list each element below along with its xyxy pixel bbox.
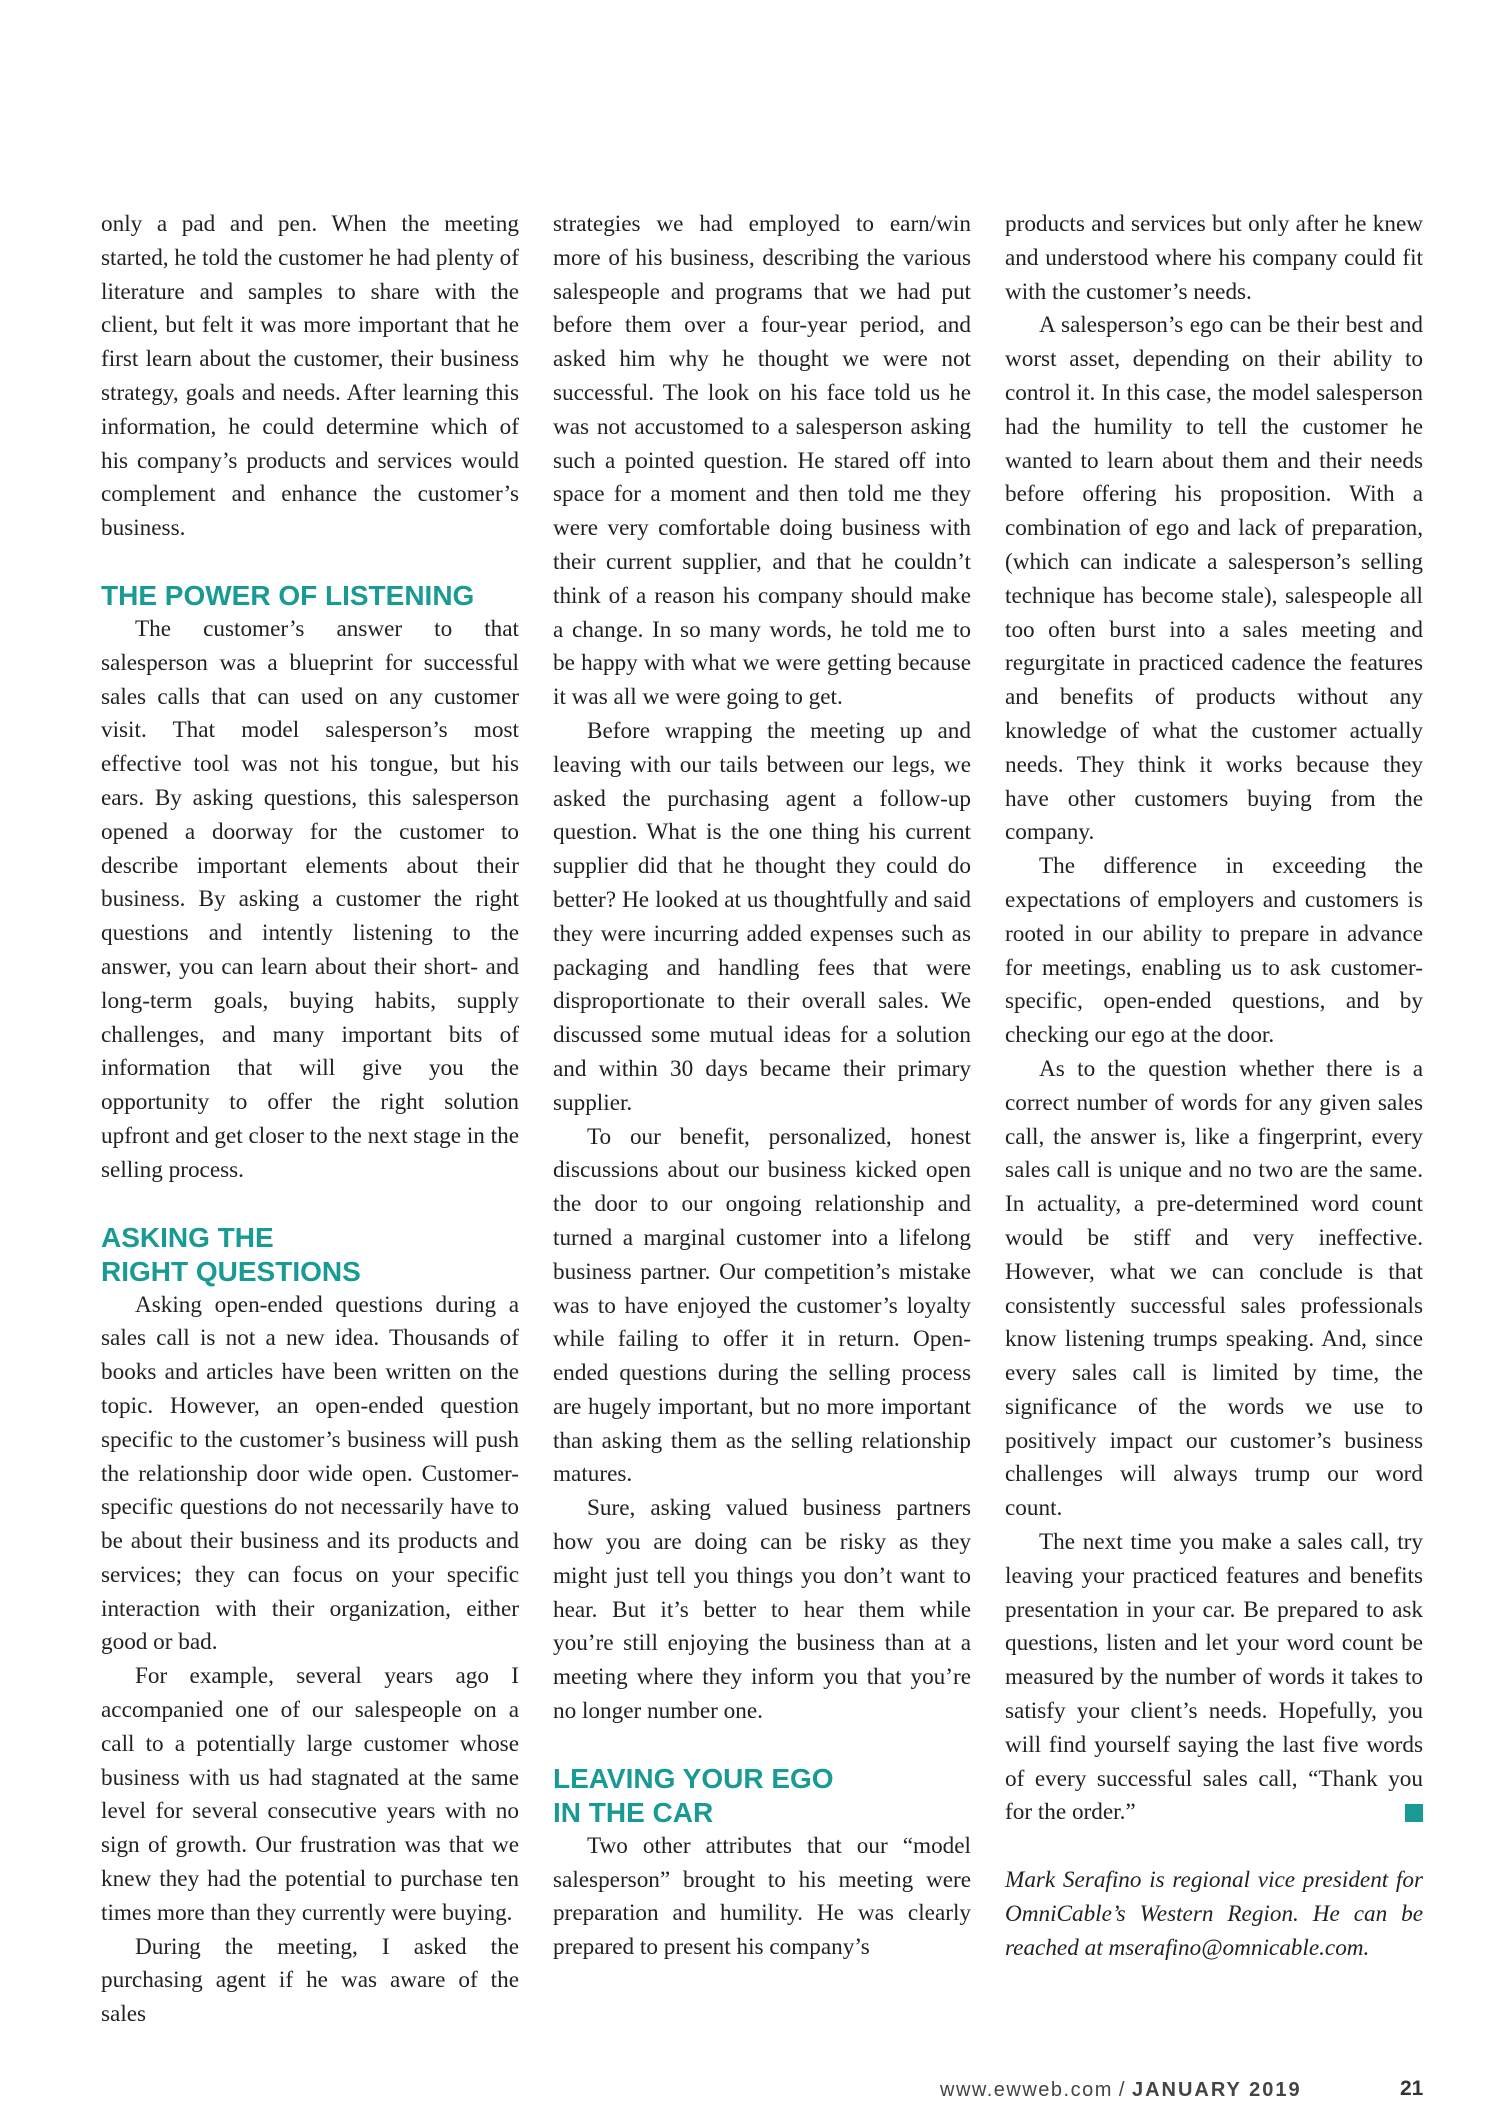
- paragraph: A salesperson’s ego can be their best and worst asset, depending on their ability to control it. In this case, the model salesperson had the humility to tell the customer he wanted to learn about them and their needs before offering his proposition. With a combination of ego and lack of preparation, (which can indicate a salesperson’s selling technique has become stale), salespeople all too often burst into a sales meeting and regurgitate in practiced cadence the features and benefits of products without any knowledge of what the customer actually needs. They think it works because they have other customers buying from the company.: [1005, 312, 1423, 846]
- paragraph: To our benefit, personalized, honest discussions about our business kicked open the door to our ongoing relationship and turned a marginal customer into a lifelong business partner. Our competition’s mistake was to have enjoyed the customer’s loyalty while failing to offer it in return. Open-ended questions during the selling process are hugely important, but no more important than asking them as the selling relationship matures.: [553, 1123, 971, 1488]
- section-heading-leaving-your-ego: [553, 1762, 971, 1830]
- paragraph: The customer’s answer to that salesperson was a blueprint for successful sales calls that can used on any customer visit. That model salesperson’s most effective tool was not his tongue, but his ears. By asking questions, this salesperson opened a doorway for the customer to describe important elements about their business. By asking a customer the right questions and intently listening to the answer, you can learn about their short- and long-term goals, buying habits, supply challenges, and many important bits of information that will give you the opportunity to offer the right solution upfront and get closer to the next stage in the selling process.: [101, 615, 519, 1183]
- paragraph: Asking open-ended questions during a sales call is not a new idea. Thousands of books and articles have been written on the topic. However, an open-ended question specific to the customer’s business will push the relationship door wide open. Customer-specific questions do not necessarily have to be about their business and its products and services; they can focus on your specific interaction with their organization, either good or bad.: [101, 1291, 519, 1656]
- page-number: 21: [1400, 2077, 1424, 2100]
- paragraph: During the meeting, I asked the purchasing agent if he was aware of the sales: [101, 1933, 519, 2028]
- paragraph: Sure, asking valued business partners how you are doing can be risky as they might just tell you things you don’t want to hear. But it’s better to hear them while you’re still enjoying the business than at a meeting where they inform you that you’re no longer number one.: [553, 1495, 971, 1725]
- paragraph-final: [1005, 1526, 1423, 1830]
- paragraph: strategies we had employed to earn/win more of his business, describing the various salespeople and programs that we had put before them over a four-year period, and asked him why he thought we were not successful. The look on his face told us he was not accustomed to a salesperson asking such a pointed question. He stared off into space for a moment and then told me they were very comfortable doing business with their current supplier, and that he couldn’t think of a reason his company should make a change. In so many words, he told me to be happy with what we were getting because it was all we were going to get.: [553, 211, 971, 711]
- paragraph: For example, several years ago I accompanied one of our salespeople on a call to a potentially large customer whose business with us had stagnated at the same level for several consecutive years with no sign of growth. Our frustration was that we knew they had the potential to purchase ten times more than they currently were buying.: [101, 1663, 519, 1926]
- heading-line: LEAVING YOUR EGO: [553, 1762, 834, 1794]
- section-heading-power-of-listening: THE POWER OF LISTENING: [101, 579, 475, 611]
- paragraph: Two other attributes that our “model salesperson” brought to his meeting were preparation and humility. He was clearly prepared to present his company’s: [553, 1832, 971, 1961]
- footer-issue: JANUARY 2019: [1131, 2079, 1302, 2101]
- end-mark-icon: [1405, 1804, 1423, 1822]
- section-heading-asking-right-questions: [101, 1221, 519, 1289]
- article-column-3: [1005, 208, 1423, 1966]
- page-footer: [940, 2079, 1302, 2102]
- footer-separator: /: [1118, 2079, 1126, 2101]
- paragraph-text: The next time you make a sales call, try leaving your practiced features and benefits presentation in your car. Be prepared to ask questions, listen and let your word count be measured by the number of words it takes to satisfy your client’s needs. Hopefully, you will find yourself saying the last five words of every successful sales call, “Thank you for the order.”: [1005, 1529, 1423, 1826]
- paragraph: The difference in exceeding the expectations of employers and customers is rooted in our ability to prepare in advance for meetings, enabling us to ask customer-specific, open-ended questions, and by checking our ego at the door.: [1005, 853, 1423, 1049]
- author-bio: Mark Serafino is regional vice president for OmniCable’s Western Region. He can be reached at mserafino@omnicable.com.: [1005, 1867, 1423, 1961]
- paragraph: As to the question whether there is a correct number of words for any given sales call, the answer is, like a fingerprint, every sales call is unique and no two are the same. In actuality, a pre-determined word count would be stiff and very ineffective. However, what we can conclude is that consistently successful sales professionals know listening trumps speaking. And, since every sales call is limited by time, the significance of the words we use to positively impact our customer’s business challenges will always trump our word count.: [1005, 1055, 1423, 1522]
- heading-line: IN THE CAR: [553, 1796, 714, 1828]
- paragraph: only a pad and pen. When the meeting started, he told the customer he had plenty of literature and samples to share with the client, but felt it was more important that he first learn about the customer, their business strategy, goals and needs. After learning this information, he could determine which of his company’s products and services would complement and enhance the customer’s business.: [101, 211, 519, 542]
- paragraph: products and services but only after he knew and understood where his company could fit with the customer’s needs.: [1005, 211, 1423, 305]
- heading-line: ASKING THE: [101, 1221, 274, 1253]
- footer-url: www.ewweb.com: [940, 2079, 1113, 2101]
- article-column-2: [553, 208, 971, 1965]
- article-column-1: [101, 208, 519, 2032]
- paragraph: Before wrapping the meeting up and leaving with our tails between our legs, we asked the purchasing agent a follow-up question. What is the one thing his current supplier did that he thought they could do better? He looked at us thoughtfully and said they were incurring added expenses such as packaging and handling fees that were disproportionate to their overall sales. We discussed some mutual ideas for a solution and within 30 days became their primary supplier.: [553, 717, 971, 1116]
- heading-line: RIGHT QUESTIONS: [101, 1255, 361, 1287]
